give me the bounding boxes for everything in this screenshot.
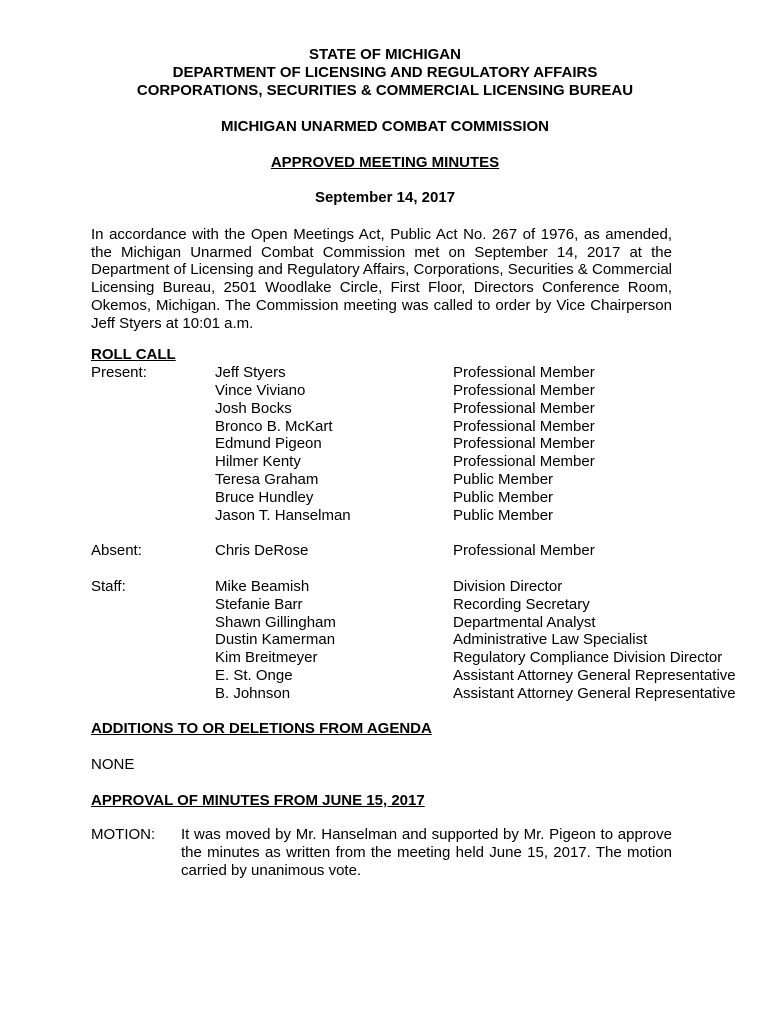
document-title: APPROVED MEETING MINUTES xyxy=(270,154,500,171)
approval-heading: APPROVAL OF MINUTES FROM JUNE 15, 2017 xyxy=(91,792,425,809)
member-role: Public Member xyxy=(453,489,554,506)
absent-name: Chris DeRose xyxy=(215,542,309,559)
header-department: DEPARTMENT OF LICENSING AND REGULATORY AFFAIRS xyxy=(172,64,598,81)
member-name: Josh Bocks xyxy=(215,400,292,417)
staff-role: Assistant Attorney General Representative xyxy=(453,667,736,684)
staff-name: Shawn Gillingham xyxy=(215,614,336,631)
member-role: Public Member xyxy=(453,507,554,524)
header-state: STATE OF MICHIGAN xyxy=(309,46,461,63)
header-bureau: CORPORATIONS, SECURITIES & COMMERCIAL LICENSING BUREAU xyxy=(136,82,634,99)
member-name: Jeff Styers xyxy=(215,364,286,381)
staff-role: Administrative Law Specialist xyxy=(453,631,648,648)
member-role: Professional Member xyxy=(453,435,595,452)
member-role: Professional Member xyxy=(453,453,595,470)
roll-call-heading: ROLL CALL xyxy=(91,346,176,363)
agenda-heading: ADDITIONS TO OR DELETIONS FROM AGENDA xyxy=(91,720,432,737)
commission-name: MICHIGAN UNARMED COMBAT COMMISSION xyxy=(220,118,550,135)
member-role: Professional Member xyxy=(453,418,595,435)
absent-role: Professional Member xyxy=(453,542,595,559)
member-role: Professional Member xyxy=(453,382,595,399)
staff-role: Regulatory Compliance Division Director xyxy=(453,649,723,666)
motion-text: It was moved by Mr. Hanselman and supported by Mr. Pigeon to approve the minutes as written from the meeting held June 15, 2017. The motion carried by unanimous vote. xyxy=(181,826,672,879)
member-name: Vince Viviano xyxy=(215,382,306,399)
agenda-text: NONE xyxy=(91,756,135,773)
staff-role: Division Director xyxy=(453,578,563,595)
member-name: Teresa Graham xyxy=(215,471,319,488)
staff-role: Departmental Analyst xyxy=(453,614,596,631)
staff-name: B. Johnson xyxy=(215,685,291,702)
motion-label: MOTION: xyxy=(91,826,156,843)
present-label: Present: xyxy=(91,364,147,381)
meeting-date: September 14, 2017 xyxy=(314,189,456,206)
member-name: Jason T. Hanselman xyxy=(215,507,351,524)
document-header xyxy=(0,46,770,100)
member-role: Public Member xyxy=(453,471,554,488)
member-name: Bruce Hundley xyxy=(215,489,314,506)
staff-name: Kim Breitmeyer xyxy=(215,649,318,666)
staff-name: Stefanie Barr xyxy=(215,596,303,613)
staff-name: Dustin Kamerman xyxy=(215,631,336,648)
staff-role: Recording Secretary xyxy=(453,596,590,613)
staff-label: Staff: xyxy=(91,578,126,595)
member-name: Bronco B. McKart xyxy=(215,418,333,435)
member-role: Professional Member xyxy=(453,400,595,417)
intro-paragraph: In accordance with the Open Meetings Act, Public Act No. 267 of 1976, as amended, the Michigan Unarmed Combat Commission met on September 14, 2017 at the Department of Licensing and Regulatory Affairs, Corporations, Securities & Commercial Licensing Bureau, 2501 Woodlake Circle, First Floor, Directors Conference Room, Okemos, Michigan. The Commission meeting was called to order by Vice Chairperson Jeff Styers at 10:01 a.m. xyxy=(91,226,672,332)
member-name: Hilmer Kenty xyxy=(215,453,301,470)
staff-name: E. St. Onge xyxy=(215,667,293,684)
member-name: Edmund Pigeon xyxy=(215,435,322,452)
absent-label: Absent: xyxy=(91,542,142,559)
member-role: Professional Member xyxy=(453,364,595,381)
staff-name: Mike Beamish xyxy=(215,578,310,595)
staff-role: Assistant Attorney General Representative xyxy=(453,685,736,702)
